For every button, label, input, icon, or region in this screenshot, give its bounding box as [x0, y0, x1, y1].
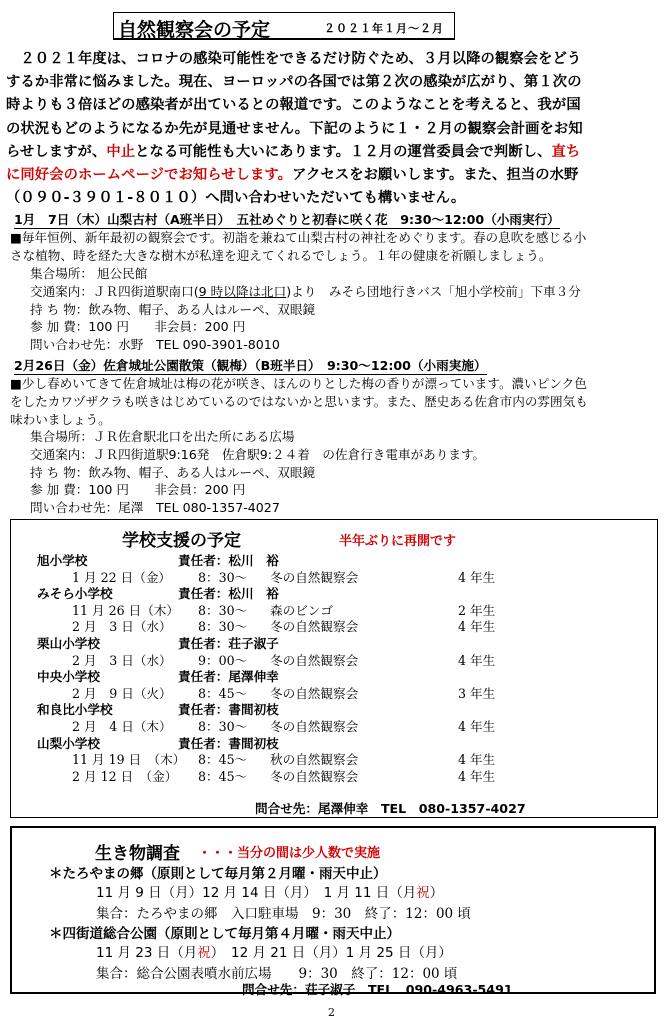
event-1-details [30, 265, 581, 354]
schedule-topic: 冬の自然観察会 [270, 685, 359, 701]
event-2-bring: 持 ち 物：飲み物、帽子、ある人はルーペ、双眼鏡 [30, 464, 316, 480]
school-row [37, 636, 637, 653]
school-responsible: 責任者：松川 裕 [178, 553, 279, 568]
survey-meeting-taroyama: 集合：たろやまの郷 入口駐車場 9：30 終了：12：00 頃 [96, 906, 471, 922]
school-name: 和良比小学校 [37, 702, 113, 718]
intro-text: アクセスをお願いします。また、担当の水野 [292, 167, 579, 184]
schedule-topic: 冬の自然観察会 [270, 768, 359, 784]
intro-paragraph [6, 48, 664, 210]
intro-line [6, 164, 664, 187]
school-name: 中央小学校 [37, 669, 100, 685]
survey-dates-text: 11 月 23 日（月 [96, 945, 198, 961]
schedule-topic: 冬の自然観察会 [270, 718, 359, 734]
schedule-row [37, 769, 637, 786]
access-text: )より みそら団地行きバス「旭小学校前」下車３分 [286, 283, 581, 299]
schedule-grade: 4 年生 [458, 652, 496, 668]
school-support-subtitle: 半年ぶりに再開です [339, 534, 457, 549]
schedule-grade: 4 年生 [458, 718, 496, 734]
event-2-desc-line: ■少し春めいてきて佐倉城址は梅の花が咲き、ほんのりとした梅の香りが漂っています。濃いピンク色 [10, 376, 587, 391]
schedule-row [37, 719, 637, 736]
event-1-fee: 参 加 費：100 円 非会員：200 円 [30, 319, 246, 335]
schedule-date: 11 月 19 日 （木） [72, 752, 186, 768]
school-responsible: 責任者：松川 裕 [178, 586, 279, 602]
schedule-date: 2 月 9 日（火） [72, 685, 172, 701]
schedule-topic: 冬の自然観察会 [270, 569, 359, 585]
intro-line: 時よりも３倍ほどの感染者が出ているとの報道です。このようなことを考えると、我が国 [6, 97, 581, 114]
event-2-fee: 参 加 費：100 円 非会員：200 円 [30, 482, 246, 498]
event-1-desc-line: ■毎年恒例、新年最初の観察会です。初詣を兼ねて山梨古村の神社をめぐります。春の息吹を感じる小 [10, 230, 587, 245]
access-underlined: 9 時以降は北口 [198, 283, 287, 299]
school-support-contact: 問合せ先：尾澤伸幸 TEL 080-1357-4027 [255, 801, 526, 816]
schedule-time: 8：45～ [198, 685, 248, 701]
intro-highlight: に同好会のホームページでお知らせします。 [6, 167, 293, 184]
schedule-row [37, 653, 637, 670]
school-support-title: 学校支援の予定 [122, 531, 241, 551]
intro-text: らせしますが、 [6, 143, 107, 160]
creature-survey-title: 生き物調査 [95, 844, 180, 864]
survey-location-taroyama: ＊たろやまの郷（原則として毎月第２月曜・雨天中止） [49, 866, 387, 882]
schedule-row [37, 752, 637, 769]
school-support-box [10, 519, 658, 818]
school-responsible: 責任者：尾澤伸幸 [178, 669, 279, 685]
schedule-topic: 森のビンゴ [270, 602, 333, 618]
holiday-mark: 祝 [416, 885, 430, 901]
title-date: ２０２１年１月～２月 [324, 22, 444, 35]
schedule-grade: 4 年生 [458, 752, 496, 768]
school-responsible: 責任者：書間初枝 [178, 735, 279, 751]
schedule-time: 8：45～ [198, 768, 248, 784]
page-title: 自然観察会の予定 [118, 19, 271, 41]
schedule-grade: 4 年生 [458, 619, 496, 635]
school-schedule-list [37, 553, 637, 785]
schedule-grade: 3 年生 [458, 685, 496, 701]
event-2-desc-line: をしたカワヅザクラも咲きはじめているのではないかと思います。また、歴史ある佐倉市内の雰囲気も [10, 393, 588, 409]
event-1-bring: 持 ち 物：飲み物、帽子、ある人はルーペ、双眼鏡 [30, 301, 316, 317]
school-responsible: 責任者：荘子淑子 [178, 635, 279, 651]
event-2-desc-line: 味わいましょう。 [10, 411, 111, 427]
school-row [37, 669, 637, 686]
schedule-date: 11 月 26 日（木） [72, 602, 180, 618]
school-row [37, 586, 637, 603]
schedule-date: 2 月 12 日 （金） [72, 768, 178, 784]
event-1-desc-line: さな植物、時を経た大きな樹木が私達を迎えてくれるでしょう。１年の健康を祈願しましょう。 [10, 247, 552, 263]
title-box [113, 12, 455, 40]
schedule-date: 2 月 3 日（水） [72, 652, 172, 668]
survey-dates-park [96, 943, 452, 963]
event-2-details [30, 428, 485, 517]
intro-highlight: 直ち [551, 143, 581, 160]
survey-dates-text: 11 月 9 日（月）12 月 14 日（月） 1 月 11 日（月 [96, 885, 417, 901]
schedule-row [37, 570, 637, 587]
event-1-title: 1月 7日（木）山梨古村（A班半日） 五社めぐりと初春に咲く花 9:30～12:00（小雨実行） [14, 212, 560, 227]
school-name: 山梨小学校 [37, 735, 100, 751]
school-responsible: 責任者：書間初枝 [178, 702, 279, 718]
survey-dates-taroyama [96, 883, 443, 903]
intro-line: の状況もどのようになるか先が見通せません。下記のように１・２月の観察会計画をお知 [6, 120, 583, 137]
schedule-time: 8：30～ [198, 602, 248, 618]
event-2-description [10, 375, 588, 428]
holiday-mark: 祝 [197, 945, 211, 961]
schedule-row [37, 603, 637, 620]
schedule-date: 2 月 4 日（木） [72, 718, 172, 734]
event-2-contact: 問い合わせ先：尾澤 TEL 080-1357-4027 [30, 500, 280, 516]
page-number: 2 [328, 1006, 335, 1019]
event-1-description [10, 229, 586, 265]
schedule-time: 8：30～ [198, 569, 248, 585]
survey-location-park: ＊四街道総合公園（原則として毎月第４月曜・雨天中止） [49, 926, 400, 942]
school-row [37, 736, 637, 753]
intro-line [6, 141, 664, 164]
intro-cancel-highlight: 中止 [106, 143, 136, 160]
school-name: みそら小学校 [37, 586, 113, 602]
schedule-date: 1 月 22 日（金） [72, 569, 172, 585]
event-1-contact: 問い合わせ先：水野 TEL 090-3901-8010 [30, 337, 280, 353]
schedule-topic: 秋の自然観察会 [270, 752, 359, 768]
schedule-time: 8：30～ [198, 718, 248, 734]
creature-survey-box [10, 826, 656, 997]
schedule-time: 8：30～ [198, 619, 248, 635]
schedule-row [37, 686, 637, 703]
intro-line: するか非常に悩みました。現在、ヨーロッパの各国では第２次の感染が広がり、第１次の [6, 74, 582, 91]
schedule-grade: 2 年生 [458, 602, 496, 618]
schedule-grade: 4 年生 [458, 768, 496, 784]
event-2-meeting-place: 集合場所：ＪＲ佐倉駅北口を出た所にある広場 [30, 429, 295, 444]
school-row [37, 553, 637, 570]
event-1-meeting-place: 集合場所： 旭公民館 [30, 266, 148, 281]
schedule-date: 2 月 3 日（水） [72, 619, 172, 635]
access-text: 交通案内：ＪＲ四街道駅南口( [30, 283, 199, 299]
intro-line: ２０２１年度は、コロナの感染可能性をできるだけ防ぐため、３月以降の観察会をどう [6, 51, 582, 67]
schedule-topic: 冬の自然観察会 [270, 652, 359, 668]
intro-text: となる可能性も大いにあります。１２月の運営委員会で判断し、 [135, 143, 552, 160]
event-2-title: 2月26日（金）佐倉城址公園散策（観梅）（B班半日） 9:30～12:00（小雨実施） [14, 358, 487, 373]
school-row [37, 702, 637, 719]
schedule-grade: 4 年生 [458, 569, 496, 585]
creature-survey-contact: 問合せ先：荘子淑子 TEL 090-4963-5491 [242, 982, 513, 997]
event-1 [14, 212, 560, 229]
creature-survey-subtitle: ・・・当分の間は少人数で実施 [198, 846, 381, 861]
survey-dates-text: ） 12 月 21 日（月）1 月 25 日（月） [210, 945, 452, 961]
schedule-row [37, 619, 637, 636]
school-name: 栗山小学校 [37, 635, 100, 651]
school-name: 旭小学校 [37, 553, 88, 568]
event-2 [14, 358, 487, 375]
survey-meeting-park: 集合：総合公園表噴水前広場 9：30 終了：12：00 頃 [96, 966, 458, 982]
event-1-access [30, 283, 581, 301]
schedule-topic: 冬の自然観察会 [270, 619, 359, 635]
event-2-access: 交通案内：ＪＲ四街道駅9:16発 佐倉駅9:２４着 の佐倉行き電車があります。 [30, 446, 486, 462]
schedule-time: 8：45～ [198, 752, 248, 768]
intro-line: （０９０-３９０１-８０１０）へ問い合わせいただいても構いません。 [6, 190, 466, 207]
schedule-time: 9：00～ [198, 652, 248, 668]
survey-dates-text: ） [429, 885, 444, 901]
